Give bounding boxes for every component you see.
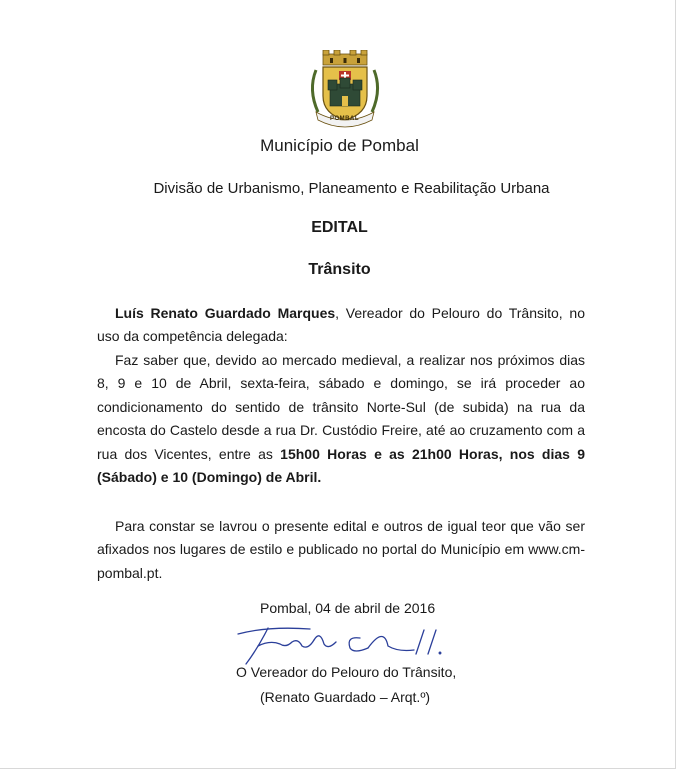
paragraph-intro <box>97 302 585 349</box>
signature-icon <box>228 620 458 670</box>
signer-name: (Renato Guardado – Arqt.º) <box>260 689 431 705</box>
signer-title: O Vereador do Pelouro do Trânsito, <box>236 664 457 680</box>
division-title: Divisão de Urbanismo, Planeamento e Reabilitação Urbana <box>153 180 550 197</box>
intro-text: , Vereador do Pelouro do Trânsito, no uso da competência delegada: <box>97 305 585 345</box>
date-line: Pombal, 04 de abril de 2016 <box>260 600 436 616</box>
municipality-title: Município de Pombal <box>260 136 419 155</box>
document-subtitle: Trânsito <box>308 261 371 278</box>
notice-schedule: 15h00 Horas e as 21h00 Horas, nos dias 9 (Sábado) e 10 (Domingo) de Abril. <box>97 445 585 486</box>
councillor-name: Luís Renato Guardado Marques <box>115 305 336 321</box>
paragraph-publication: Para constar se lavrou o presente edital e outros de igual teor que vão ser afixados nos lugares de estilo e publicado no portal do Município em www.cm-pombal.pt. <box>97 518 585 581</box>
crest-lettering: POMBAL <box>330 116 359 122</box>
notice-text: Faz saber que, devido ao mercado medieval, a realizar nos próximos dias 8, 9 e 10 de Abril, sexta-feira, sábado e domingo, se irá proceder ao condicionamento do sentido de trânsito Norte-Sul (de subida) na rua da encosta do Castelo desde a rua Dr. Custódio Freire, até ao cruzamento com a rua dos Vicentes, entre as <box>97 352 585 462</box>
document-title: EDITAL <box>311 219 368 236</box>
paragraph-notice <box>97 349 585 489</box>
